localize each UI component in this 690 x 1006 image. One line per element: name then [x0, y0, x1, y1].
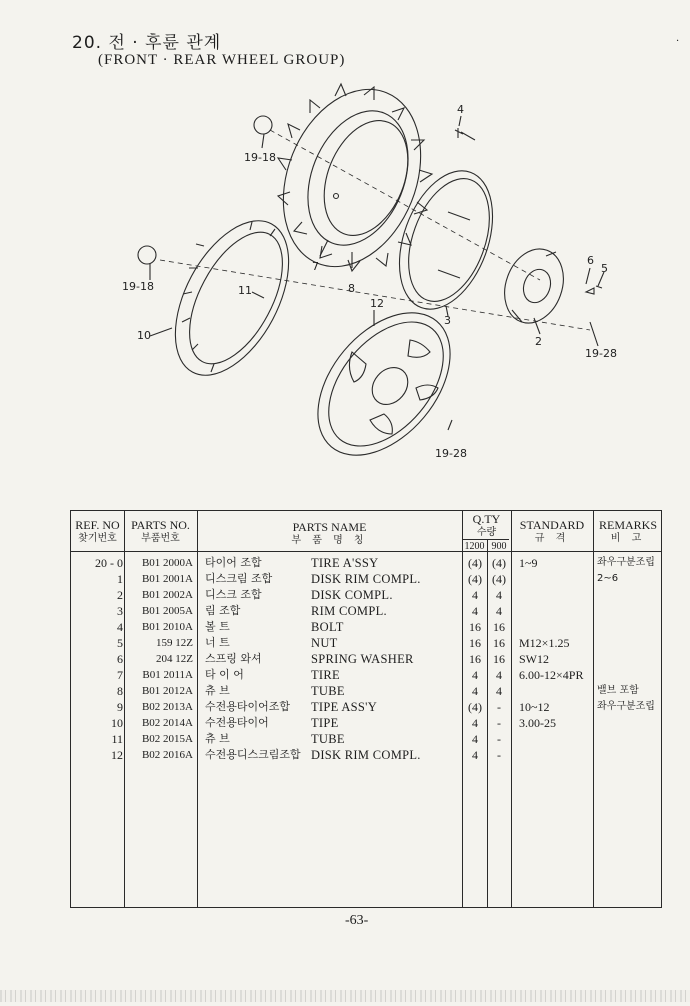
callout-19-18-left: 19-18 [122, 280, 154, 293]
callout-4: 4 [457, 103, 464, 116]
cell-name-korean: 타 이 어 [205, 668, 244, 681]
cell-name-korean: 스프링 와셔 [205, 652, 262, 665]
table-row [71, 587, 663, 603]
callout-6: 6 [587, 254, 594, 267]
header-remarks: REMARKS 비 고 [598, 518, 657, 544]
nut-washer-drawing [586, 286, 602, 294]
cell-qty-900: 16 [493, 652, 505, 666]
callout-19-18-upper: 19-18 [244, 151, 276, 164]
cell-name-english: RIM COMPL. [311, 604, 387, 618]
cell-part-no: B01 2000A [141, 557, 193, 569]
cell-standard: M12×1.25 [519, 636, 570, 650]
cell-remarks: 밸브 포함 [597, 685, 639, 696]
cell-name-english: TIRE [311, 668, 340, 682]
cell-name-english: TUBE [311, 684, 345, 698]
cell-qty-900: 16 [493, 636, 505, 650]
cell-ref-no: 2 [117, 588, 123, 602]
cell-qty-1200: 16 [469, 652, 481, 666]
cell-qty-900: 4 [496, 588, 502, 602]
cell-name-english: TIPE [311, 716, 339, 730]
cell-name-english: BOLT [311, 620, 344, 634]
cell-remarks: 좌우구분조립 [597, 557, 655, 568]
table-row [71, 651, 663, 667]
cell-qty-900: 4 [496, 668, 502, 682]
cell-name-korean: 볼 트 [205, 620, 230, 633]
cell-name-korean: 너 트 [205, 636, 230, 649]
cell-qty-1200: 4 [472, 684, 478, 698]
table-row [71, 603, 663, 619]
cell-part-no: B01 2001A [141, 573, 193, 585]
table-row [71, 747, 663, 763]
cell-qty-1200: 4 [472, 668, 478, 682]
cell-ref-no: 12 [111, 748, 123, 762]
cell-standard: SW12 [519, 652, 549, 666]
cell-name-english: SPRING WASHER [311, 652, 414, 666]
cell-qty-1200: 16 [469, 620, 481, 634]
header-ref-no: REF. NO 찾기번호 [75, 518, 120, 544]
cell-name-korean: 디스크 조합 [205, 588, 262, 601]
cell-ref-no: 3 [117, 604, 123, 618]
header-qty-1200: 1200 [464, 541, 485, 552]
cell-qty-900: - [497, 716, 501, 730]
cell-qty-1200: 4 [472, 732, 478, 746]
callout-12: 12 [370, 297, 384, 310]
cell-qty-1200: 4 [472, 588, 478, 602]
table-row [71, 715, 663, 731]
cell-name-korean: 수전용디스크림조합 [205, 748, 301, 761]
cell-qty-900: 16 [493, 620, 505, 634]
cell-ref-no: 9 [117, 700, 123, 714]
hub-cap-left [138, 246, 156, 264]
cell-part-no: B02 2014A [141, 717, 193, 729]
scan-dot: · [676, 36, 680, 47]
cell-qty-1200: 4 [472, 716, 478, 730]
cell-qty-1200: 4 [472, 748, 478, 762]
cell-ref-no: 6 [117, 652, 123, 666]
header-parts-name: PARTS NAME 부 품 명 칭 [291, 520, 368, 546]
cell-qty-900: - [497, 732, 501, 746]
callout-3: 3 [444, 314, 451, 327]
scan-artifact [0, 990, 690, 1002]
cell-ref-no: 4 [117, 620, 123, 634]
cell-remarks: 좌우구분조립 [597, 701, 655, 712]
cell-name-english: DISK RIM COMPL. [311, 572, 421, 586]
callout-19-28-right: 19-28 [585, 347, 617, 360]
exploded-wheel-diagram [0, 0, 690, 500]
wheel-disk [495, 241, 574, 332]
cell-part-no: B01 2012A [141, 685, 193, 697]
cell-name-english: TIPE ASS'Y [311, 700, 378, 714]
table-row [71, 731, 663, 747]
cell-standard: 1~9 [519, 556, 538, 570]
cell-part-no: B01 2011A [142, 669, 193, 681]
table-row [71, 635, 663, 651]
table-row [71, 619, 663, 635]
cell-qty-1200: 4 [472, 604, 478, 618]
bolt-drawing [455, 128, 475, 140]
cell-qty-1200: (4) [468, 572, 482, 586]
page-title-english: (FRONT · REAR WHEEL GROUP) [98, 52, 346, 68]
cell-name-korean: 수전용타이어 [205, 716, 269, 729]
rim-ring [382, 158, 510, 322]
cell-standard: 10~12 [519, 700, 550, 714]
cell-part-no: 204 12Z [156, 653, 193, 665]
page-number: -63- [345, 913, 369, 928]
table-row [71, 555, 663, 571]
cell-part-no: B01 2002A [141, 589, 193, 601]
header-parts-no: PARTS NO. 부품번호 [131, 518, 190, 544]
table-row [71, 683, 663, 699]
cell-ref-no: 5 [117, 636, 123, 650]
cell-qty-900: - [497, 748, 501, 762]
header-standard: STANDARD 규 격 [519, 518, 585, 544]
hub-cap-upper [254, 116, 272, 134]
callout-5: 5 [601, 262, 608, 275]
table-row [71, 667, 663, 683]
parts-table [70, 510, 662, 908]
cell-ref-no: 11 [111, 732, 123, 746]
callout-10: 10 [137, 329, 151, 342]
cell-name-english: DISK COMPL. [311, 588, 393, 602]
cell-name-english: DISK RIM COMPL. [311, 748, 421, 762]
cell-part-no: B02 2016A [141, 749, 193, 761]
page-title-korean: 20. 전 · 후륜 관계 [72, 33, 222, 53]
cell-qty-900: 4 [496, 684, 502, 698]
cell-qty-900: 4 [496, 604, 502, 618]
callout-11: 11 [238, 284, 252, 297]
cell-ref-no: 20 - 0 [95, 556, 123, 570]
cell-name-korean: 디스크림 조합 [205, 572, 273, 585]
cell-part-no: 159 12Z [156, 637, 193, 649]
cell-ref-no: 10 [111, 716, 123, 730]
cell-part-no: B02 2013A [141, 701, 193, 713]
parts-table-body [71, 555, 663, 763]
table-row [71, 699, 663, 715]
cell-qty-1200: 16 [469, 636, 481, 650]
cell-standard: 3.00-25 [519, 716, 556, 730]
cell-ref-no: 1 [117, 572, 123, 586]
cell-name-english: TUBE [311, 732, 345, 746]
cell-name-english: NUT [311, 636, 338, 650]
cell-qty-900: - [497, 700, 501, 714]
table-row [71, 571, 663, 587]
cell-name-korean: 수전용타이어조합 [205, 700, 291, 713]
header-qty: Q.TY 수량 [472, 512, 501, 538]
cell-part-no: B01 2005A [141, 605, 193, 617]
cell-ref-no: 7 [117, 668, 123, 682]
cell-name-korean: 츄 브 [205, 732, 230, 745]
header-qty-900: 900 [491, 541, 507, 552]
callout-19-28-bottom: 19-28 [435, 447, 467, 460]
cell-qty-900: (4) [492, 556, 506, 570]
cell-part-no: B02 2015A [141, 733, 193, 745]
cell-remarks: 2~6 [597, 573, 619, 584]
callout-7: 7 [312, 260, 319, 273]
cell-name-english: TIRE A'SSY [311, 556, 379, 570]
cell-name-korean: 타이어 조합 [205, 556, 262, 569]
callout-2: 2 [535, 335, 542, 348]
cell-name-korean: 츄 브 [205, 684, 230, 697]
cell-qty-900: (4) [492, 572, 506, 586]
cell-standard: 6.00-12×4PR [519, 668, 584, 682]
callout-8: 8 [348, 282, 355, 295]
cell-name-korean: 림 조합 [205, 604, 241, 617]
cell-ref-no: 8 [117, 684, 123, 698]
cell-qty-1200: (4) [468, 700, 482, 714]
cell-part-no: B01 2010A [141, 621, 193, 633]
cell-qty-1200: (4) [468, 556, 482, 570]
